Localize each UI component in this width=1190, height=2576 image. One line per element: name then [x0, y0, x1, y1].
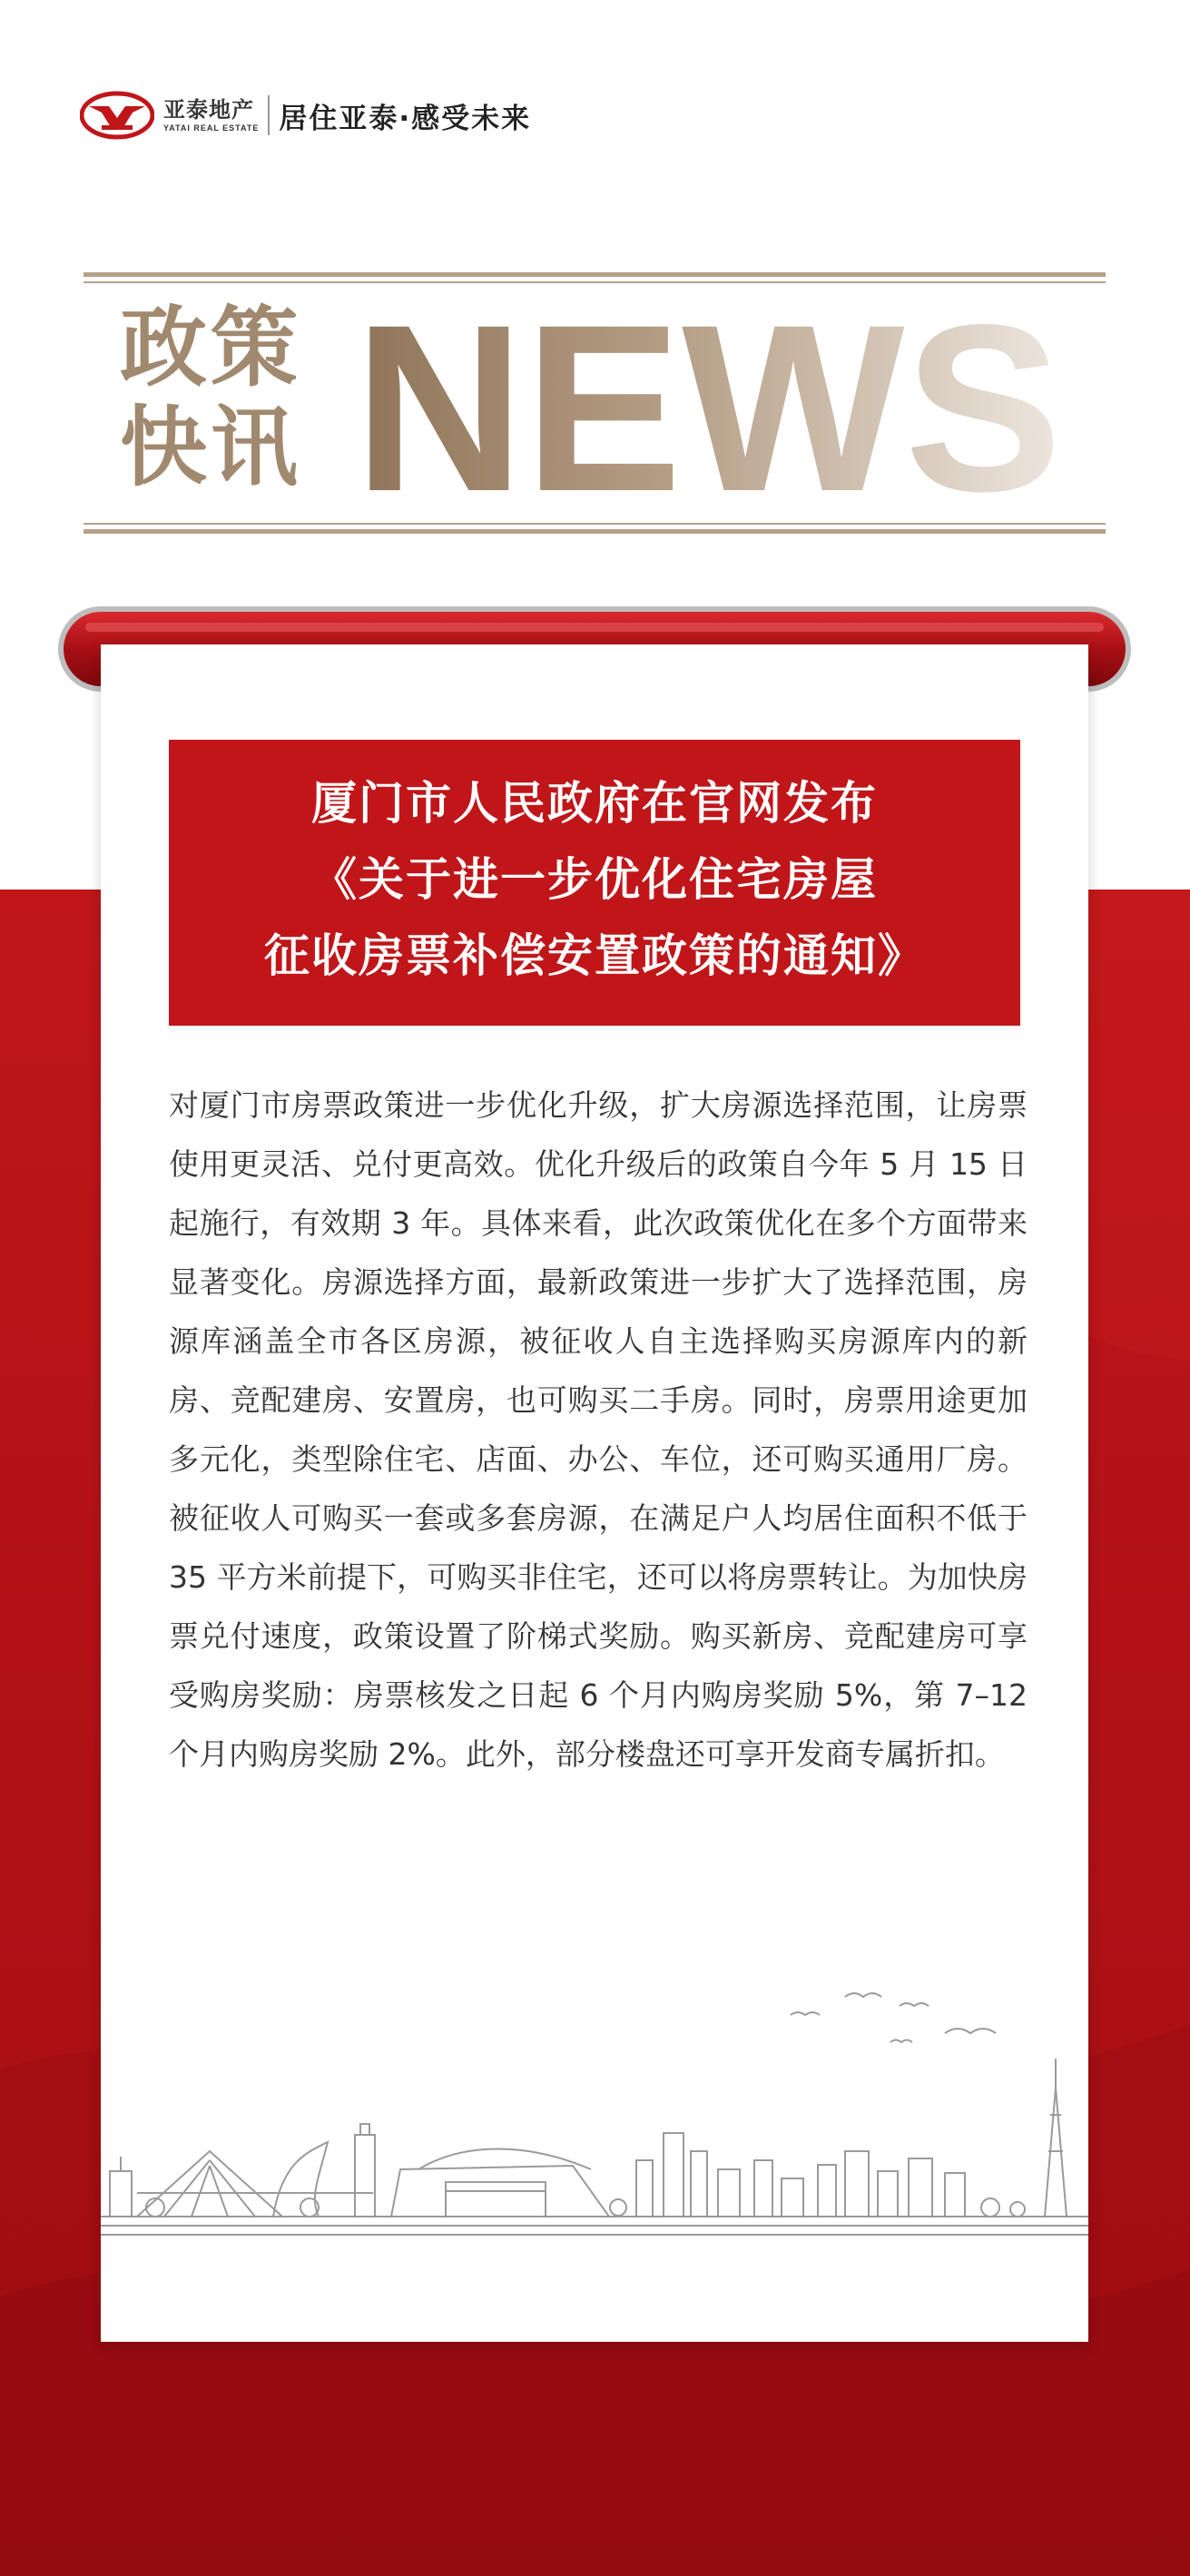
brand-slogan: 居住亚泰·感受未来 [279, 102, 532, 135]
headline-box [169, 740, 1020, 1026]
body-paragraph: 对厦门市房票政策进一步优化升级，扩大房源选择范围，让房票使用更灵活、兑付更高效。优化升级后的政策自今年 5 月 15 日起施行，有效期 3 年。具体来看，此次政策优化在多个方面带来显著变化。房源选择方面，最新政策进一步扩大了选择范围，房源库涵盖全市各区房源，被征收人自主选择购买房源库内的新房、竞配建房、安置房，也可购买二手房。同时，房票用途更加多元化，类型除住宅、店面、办公、车位，还可购买通用厂房。被征收人可购买一套或多套房源，在满足户人均居住面积不低于 35 平方米前提下，可购买非住宅，还可以将房票转让。为加快房票兑付速度，政策设置了阶梯式奖励。购买新房、竞配建房可享受购房奖励：房票核发之日起 6 个月内购房奖励 5%，第 7–12 个月内购房奖励 2%。此外，部分楼盘还可享开发商专属折扣。 [169, 1087, 1028, 1772]
logo-divider [268, 95, 270, 135]
yatai-logo-icon [80, 91, 154, 140]
banner-bottom-rule [84, 529, 1106, 534]
logo-english-name: YATAI REAL ESTATE [163, 123, 260, 133]
banner-top-rule [84, 272, 1106, 277]
section-title [120, 298, 338, 497]
logo-chinese-name: 亚泰地产 [163, 97, 254, 123]
headline-line1: 厦门市人民政府在官网发布 [311, 777, 878, 830]
section-title-line2: 快讯 [120, 397, 301, 498]
banner-bottom-rule-thin [84, 523, 1106, 525]
news-word: NEWS [354, 289, 1062, 506]
headline-line2: 《关于进一步优化住宅房屋 [311, 853, 878, 906]
headline-line3: 征收房票补偿安置政策的通知》 [264, 929, 925, 982]
news-wordmark [354, 289, 1062, 506]
brand-header [80, 89, 531, 142]
section-title-line1: 政策 [120, 297, 301, 398]
city-skyline-illustration [101, 1979, 1088, 2287]
banner-top-rule-thin [84, 281, 1106, 283]
logo-text [163, 97, 259, 133]
